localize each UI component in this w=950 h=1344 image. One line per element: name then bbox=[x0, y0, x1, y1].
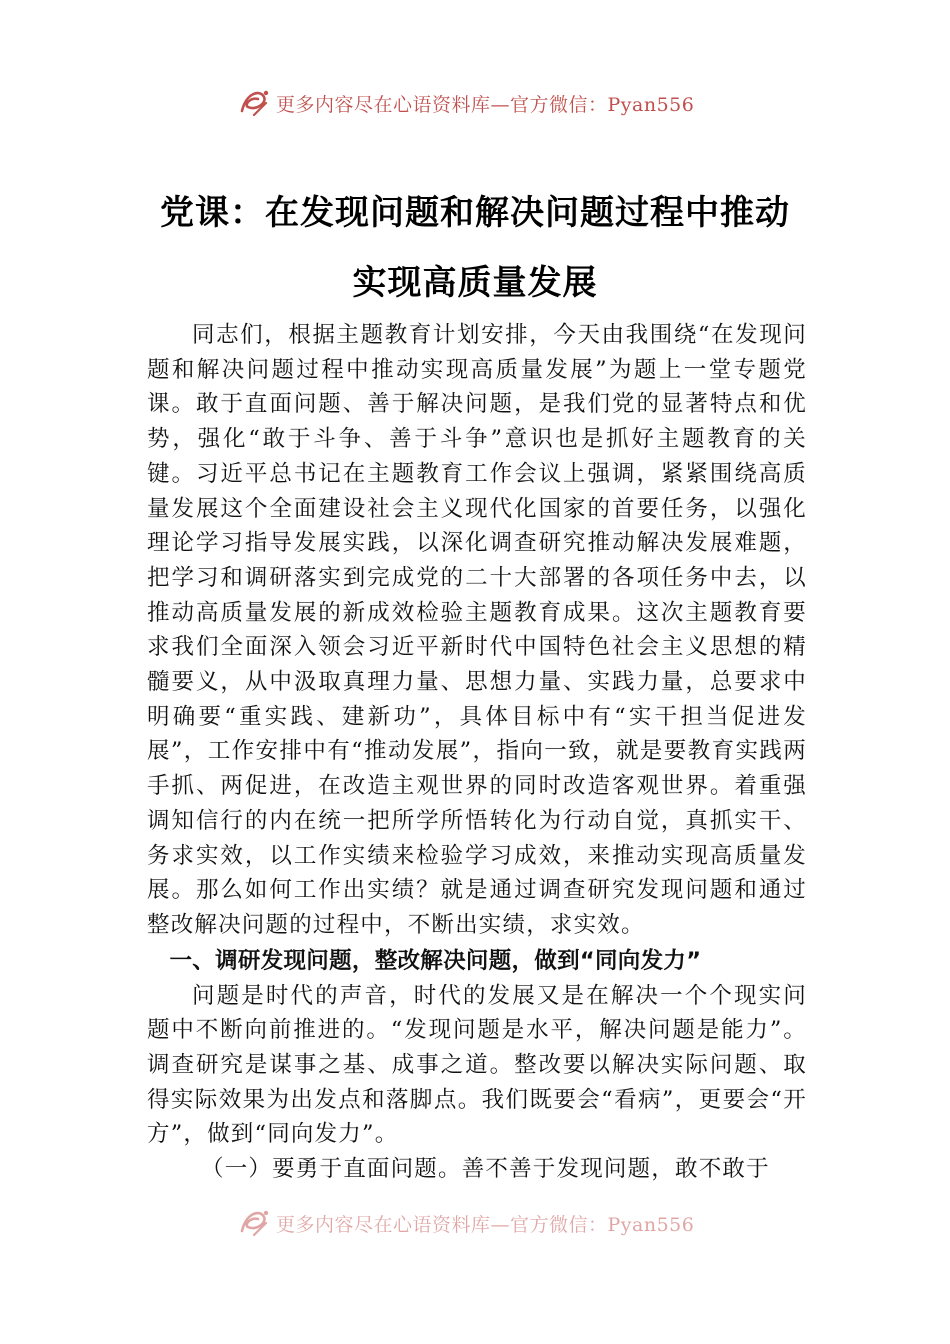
watermark-header bbox=[236, 84, 694, 122]
watermark-text: 更多内容尽在心语资料库—官方微信：Pyan556 bbox=[276, 93, 695, 116]
document-title-line2: 实现高质量发展 bbox=[352, 263, 598, 303]
document-title-line1: 党课：在发现问题和解决问题过程中推动 bbox=[160, 193, 790, 233]
subsection-heading: （一）要勇于直面问题。善不善于发现问题，敢不敢于 bbox=[201, 1156, 770, 1183]
body-paragraph: 同志们，根据主题教育计划安排，今天由我围绕“在发现问题和解决问题过程中推动实现高质量发展”为题上一堂专题党课。敢于直面问题、善于解决问题，是我们党的显著特点和优势，强化“敢于斗争、善于斗争”意识也是抓好主题教育的关键。习近平总书记在主题教育工作会议上强调，紧紧围绕高质量发展这个全面建设社会主义现代化国家的首要任务，以强化理论学习指导发展实践，以深化调查研究推动解决发展难题，把学习和调研落实到完成党的二十大部署的各项任务中去，以推动高质量发展的新成效检验主题教育成果。这次主题教育要求我们全面深入领会习近平新时代中国特色社会主义思想的精髓要义，从中汲取真理力量、思想力量、实践力量，总要求中明确要“重实践、建新功”，具体目标中有“实干担当促进发展”，工作安排中有“推动发展”，指向一致，就是要教育实践两手抓、两促进，在改造主观世界的同时改造客观世界。着重强调知信行的内在统一把所学所悟转化为行动自觉，真抓实干、务求实效，以工作实绩来检验学习成效，来推动实现高质量发展。那么如何工作出实绩？就是通过调查研究发现问题和通过整改解决问题的过程中，不断出实绩，求实效。 bbox=[147, 322, 807, 938]
body-paragraph: 问题是时代的声音，时代的发展又是在解决一个个现实问题中不断向前推进的。“发现问题是水平，解决问题是能力”。调查研究是谋事之基、成事之道。整改要以解决实际问题、取得实际效果为出发点和落脚点。我们既要会“看病”，更要会“开方”，做到“同向发力”。 bbox=[147, 982, 807, 1148]
signature-logo-icon bbox=[236, 85, 272, 121]
document-body bbox=[147, 318, 807, 1187]
signature-logo-icon bbox=[236, 1205, 272, 1241]
watermark-text: 更多内容尽在心语资料库—官方微信：Pyan556 bbox=[276, 1213, 695, 1236]
section-heading: 一、调研发现问题，整改解决问题，做到“同向发力” bbox=[169, 947, 702, 974]
watermark-footer bbox=[236, 1204, 694, 1242]
